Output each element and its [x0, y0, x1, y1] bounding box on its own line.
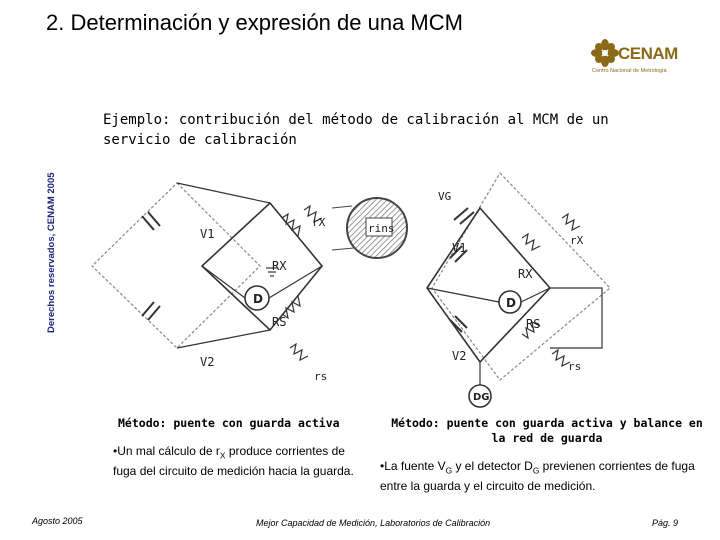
slide-title: 2. Determinación y expresión de una MCM [46, 10, 463, 35]
right-label-dg: DG [473, 392, 490, 403]
right-bullet [380, 458, 715, 494]
left-bridge-circuit [92, 183, 322, 360]
left-label-rx-small: rX [312, 216, 326, 229]
left-bullet-part-a: •Un mal cálculo de r [113, 444, 220, 458]
footer-date: Agosto 2005 [32, 516, 83, 526]
right-bullet-part-a: •La fuente V [380, 459, 446, 473]
right-bullet-sub-2: G [532, 465, 540, 476]
left-bullet-sub: X [219, 450, 226, 461]
right-bullet-sub-1: G [445, 465, 453, 476]
left-bullet [113, 443, 363, 479]
right-label-v1: V1 [452, 241, 467, 255]
right-label-d: D [506, 296, 516, 310]
logo-subtitle: Centro Nacional de Metrología [592, 68, 667, 74]
footer-page-number: Pág. 9 [652, 518, 679, 528]
right-caption-title: Método: puente con guarda activa y balance en la red de guarda [391, 416, 703, 445]
right-label-rx: RX [518, 267, 533, 281]
left-label-rx: RX [272, 259, 287, 273]
left-label-rs-small: rs [314, 370, 328, 383]
right-bridge-circuit [427, 173, 610, 407]
left-label-rins: rins [368, 222, 395, 235]
left-caption-title: Método: puente con guarda activa [118, 416, 340, 430]
logo-wordmark: CENAM [618, 44, 678, 63]
left-label-rs: RS [272, 315, 287, 329]
right-bullet-part-c: previenen corrientes de fuga entre la guarda y el circuito de medición. [380, 459, 695, 494]
left-bullet-part-b: produce corrientes de fuga del circuito de medición hacia la guarda. [113, 444, 354, 479]
right-bullet-part-b: y el detector D [452, 459, 533, 473]
left-label-d: D [253, 292, 263, 306]
footer-center-text: Mejor Capacidad de Medición, Laboratorios de Calibración [256, 518, 491, 528]
copyright-side-text: Derechos reservados, CENAM 2005 [46, 172, 57, 333]
right-label-v2: V2 [452, 349, 467, 363]
right-label-rs: RS [526, 317, 541, 331]
left-label-v1: V1 [200, 227, 215, 241]
left-label-v2: V2 [200, 355, 215, 369]
right-label-rx-small: rX [570, 234, 584, 247]
right-label-vg: VG [438, 190, 452, 203]
cenam-flower-icon [590, 38, 620, 70]
right-label-rs-small: rs [568, 360, 582, 373]
example-text: Ejemplo: contribución del método de calibración al MCM de un servicio de calibración [103, 112, 609, 148]
circuit-diagrams [82, 148, 720, 408]
cenam-logo [588, 36, 688, 80]
